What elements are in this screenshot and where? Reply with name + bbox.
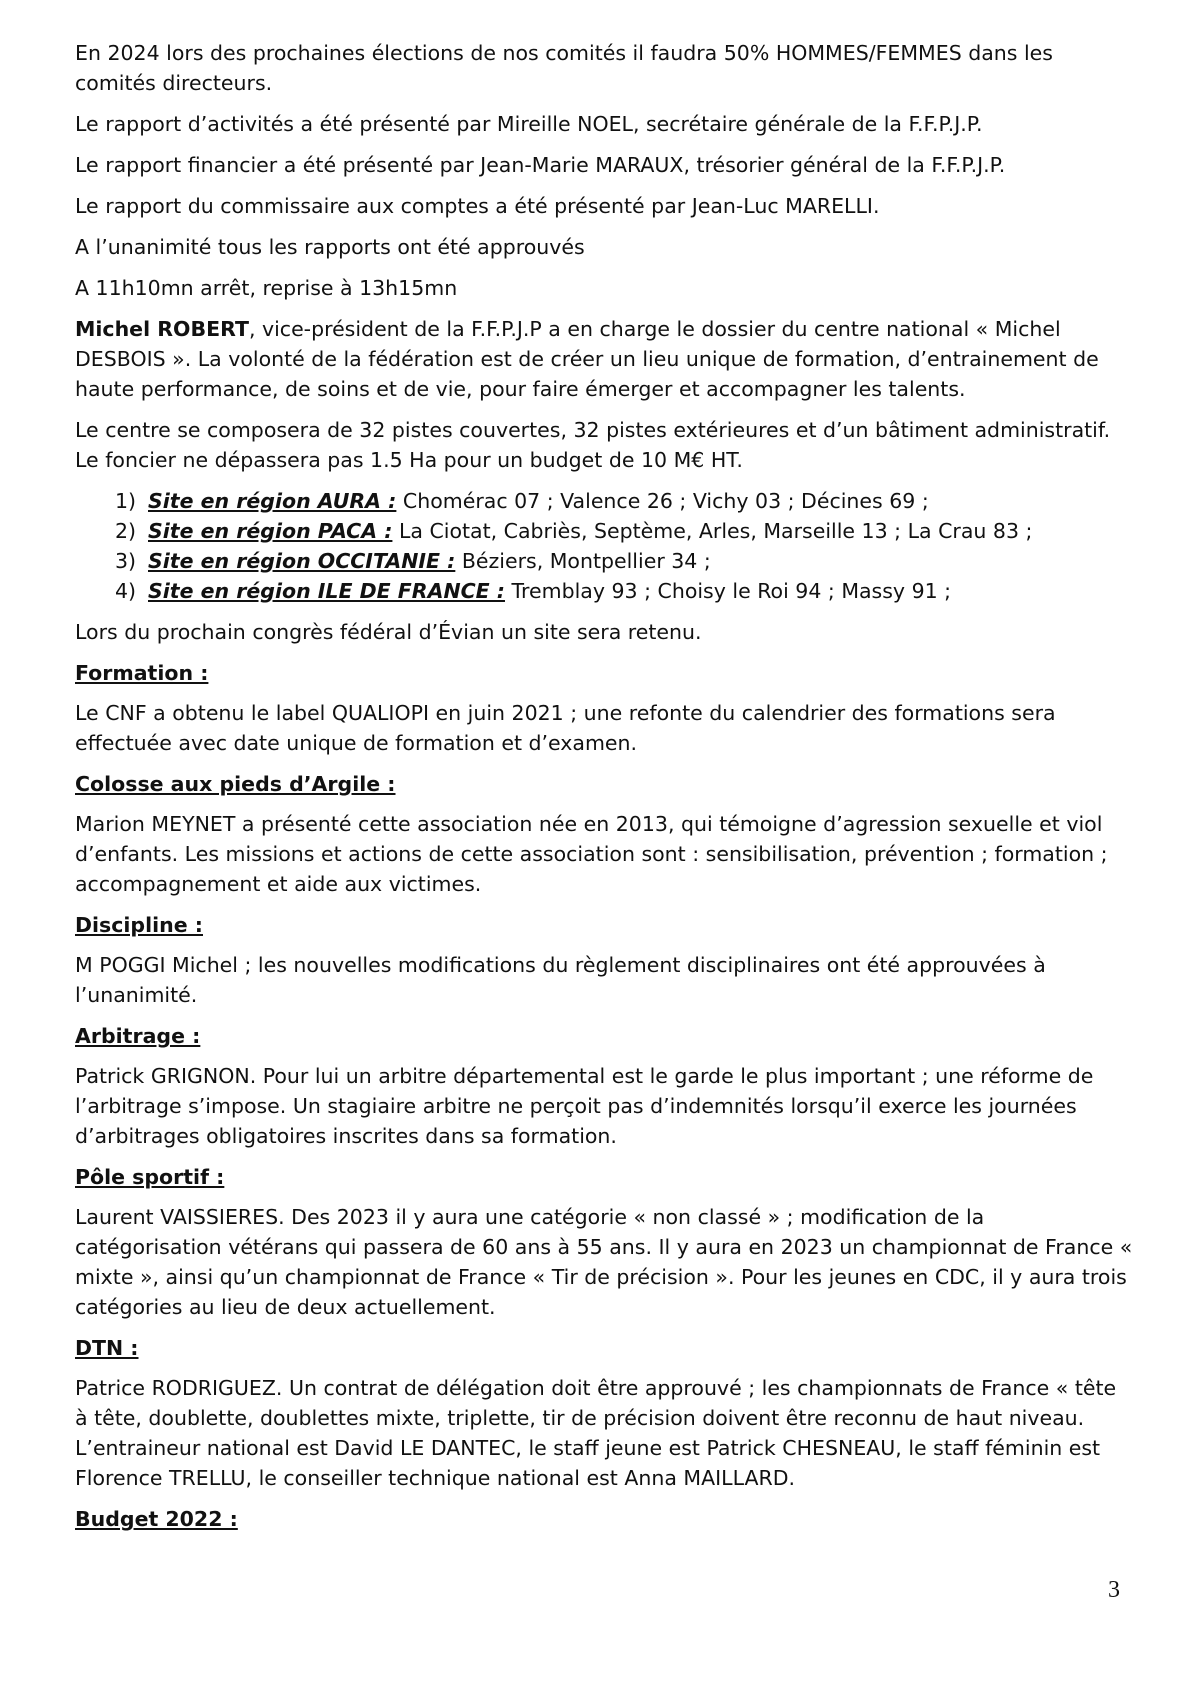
- list-item: [75, 576, 1135, 606]
- paragraph-national-centre: [75, 314, 1135, 404]
- list-item: [75, 546, 1135, 576]
- section-heading-arbitrage: Arbitrage :: [75, 1024, 201, 1048]
- list-number: 3): [115, 549, 137, 573]
- section-heading-formation: Formation :: [75, 661, 209, 685]
- section-heading-pole-sportif: Pôle sportif :: [75, 1165, 225, 1189]
- paragraph-site-selection: Lors du prochain congrès fédéral d’Évian un site sera retenu.: [75, 620, 702, 644]
- section-body-arbitrage: Patrick GRIGNON. Pour lui un arbitre départemental est le garde le plus important ; une réforme de l’arbitrage s’impose. Un stagiaire arbitre ne perçoit pas d’indemnités lorsqu’il exerce les journées d’arbitrages obligatoires inscrites dans sa formation.: [75, 1064, 1094, 1148]
- site-region-label: Site en région PACA :: [148, 519, 393, 543]
- site-entry: [148, 516, 1032, 546]
- site-region-label: Site en région AURA :: [148, 489, 397, 513]
- section-body-colosse: Marion MEYNET a présenté cette association née en 2013, qui témoigne d’agression sexuelle et viol d’enfants. Les missions et actions de cette association sont : sensibilisation, prévention ; formation ; accompagnement et aide aux victimes.: [75, 812, 1108, 896]
- page-number: 3: [1108, 1577, 1120, 1603]
- centre-lead-text: , vice-président de la F.F.P.J.P a en charge le dossier du centre national « Michel DESBOIS ». La volonté de la fédération est de créer un lieu unique de formation, d’entrainement de haute performance, de soins et de vie, pour faire émerger et accompagner les talents.: [75, 317, 1099, 401]
- section-heading-colosse: Colosse aux pieds d’Argile :: [75, 772, 396, 796]
- site-cities: La Ciotat, Cabriès, Septème, Arles, Marseille 13 ; La Crau 83 ;: [392, 519, 1033, 543]
- site-entry: [148, 576, 951, 606]
- list-number: 1): [115, 489, 137, 513]
- paragraph-approval: A l’unanimité tous les rapports ont été approuvés: [75, 235, 585, 259]
- document-page: [75, 38, 1135, 1544]
- paragraph-financial-report: Le rapport financier a été présenté par Jean-Marie MARAUX, trésorier général de la F.F.P.J.P.: [75, 153, 1006, 177]
- list-number: 4): [115, 579, 137, 603]
- site-cities: Béziers, Montpellier 34 ;: [455, 549, 711, 573]
- site-list: [75, 486, 1135, 606]
- list-item: [75, 516, 1135, 546]
- paragraph-elections: En 2024 lors des prochaines élections de nos comités il faudra 50% HOMMES/FEMMES dans les comités directeurs.: [75, 41, 1053, 95]
- section-body-discipline: M POGGI Michel ; les nouvelles modifications du règlement disciplinaires ont été approuvées à l’unanimité.: [75, 953, 1046, 1007]
- site-region-label: Site en région ILE DE FRANCE :: [148, 579, 505, 603]
- section-heading-discipline: Discipline :: [75, 913, 203, 937]
- site-entry: [148, 486, 929, 516]
- list-item: [75, 486, 1135, 516]
- site-entry: [148, 546, 711, 576]
- site-region-label: Site en région OCCITANIE :: [148, 549, 456, 573]
- paragraph-auditor-report: Le rapport du commissaire aux comptes a été présenté par Jean-Luc MARELLI.: [75, 194, 880, 218]
- list-number: 2): [115, 519, 137, 543]
- centre-lead-name: Michel ROBERT: [75, 317, 249, 341]
- section-body-pole-sportif: Laurent VAISSIERES. Des 2023 il y aura une catégorie « non classé » ; modification de la catégorisation vétérans qui passera de 60 ans à 55 ans. Il y aura en 2023 un championnat de France « mixte », ainsi qu’un championnat de France « Tir de précision ». Pour les jeunes en CDC, il y aura trois catégories au lieu de deux actuellement.: [75, 1205, 1133, 1319]
- section-body-dtn: Patrice RODRIGUEZ. Un contrat de délégation doit être approuvé ; les championnats de France « tête à tête, doublette, doublettes mixte, triplette, tir de précision doivent être reconnu de haut niveau. L’entraineur national est David LE DANTEC, le staff jeune est Patrick CHESNEAU, le staff féminin est Florence TRELLU, le conseiller technique national est Anna MAILLARD.: [75, 1376, 1117, 1490]
- section-body-formation: Le CNF a obtenu le label QUALIOPI en juin 2021 ; une refonte du calendrier des formations sera effectuée avec date unique de formation et d’examen.: [75, 701, 1056, 755]
- paragraph-break-time: A 11h10mn arrêt, reprise à 13h15mn: [75, 276, 458, 300]
- section-heading-dtn: DTN :: [75, 1336, 139, 1360]
- paragraph-activity-report: Le rapport d’activités a été présenté par Mireille NOEL, secrétaire générale de la F.F.P.J.P.: [75, 112, 983, 136]
- site-cities: Chomérac 07 ; Valence 26 ; Vichy 03 ; Décines 69 ;: [396, 489, 929, 513]
- site-cities: Tremblay 93 ; Choisy le Roi 94 ; Massy 91 ;: [504, 579, 952, 603]
- section-heading-budget: Budget 2022 :: [75, 1507, 238, 1531]
- paragraph-centre-composition: Le centre se composera de 32 pistes couvertes, 32 pistes extérieures et d’un bâtiment administratif. Le foncier ne dépassera pas 1.5 Ha pour un budget de 10 M€ HT.: [75, 418, 1111, 472]
